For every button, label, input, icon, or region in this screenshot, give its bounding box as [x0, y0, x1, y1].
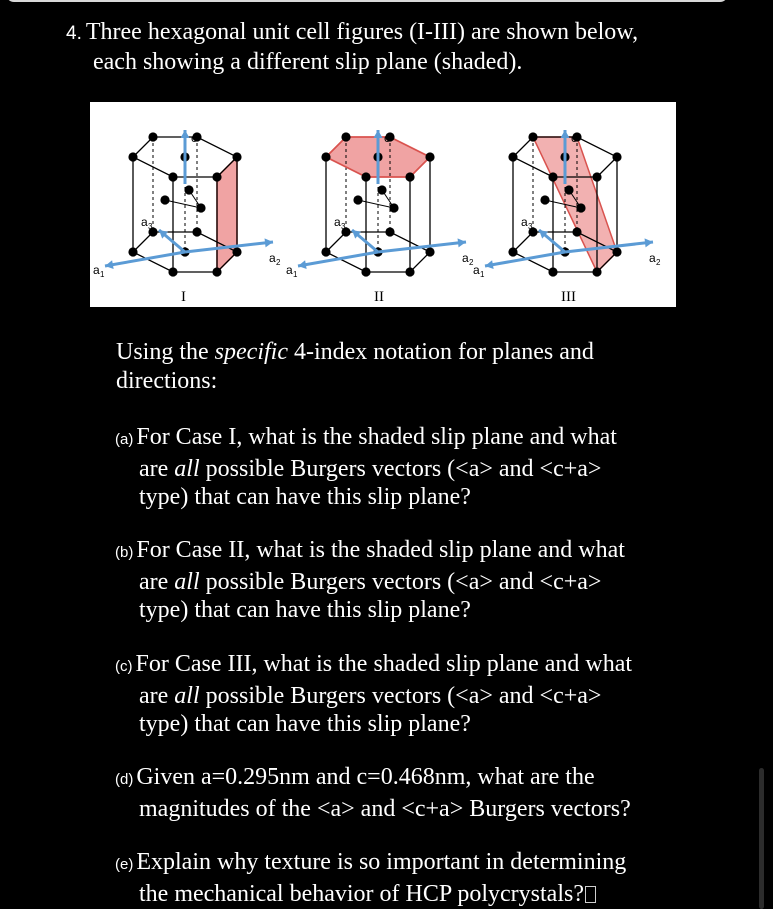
cell-1-bottom-atom [128, 247, 137, 256]
cell-1-top-atom [128, 152, 137, 161]
cell-3-top-atom [548, 172, 557, 181]
question-title-line2: each showing a different slip plane (shaded). [93, 49, 523, 75]
missing-glyph-box-icon [585, 886, 596, 903]
cell-1-c-axis-label: c [191, 131, 197, 145]
cell-2-mid-atom [353, 195, 362, 204]
cell-1-label: I [181, 289, 186, 305]
cell-1-bottom-atom [232, 247, 241, 256]
cell-3-mid-atom [540, 195, 549, 204]
cell-3-label: III [561, 289, 576, 305]
instructions [116, 338, 676, 396]
cell-3-top-atom [592, 172, 601, 181]
cell-3-a3-label: a [521, 215, 528, 229]
intro-line2: directions: [116, 368, 218, 394]
cell-1-bottom-atom [192, 227, 201, 236]
part-b-line1: For Case II, what is the shaded slip plane and what [136, 537, 625, 563]
cell-1-a2-label-subscript: 2 [276, 258, 281, 267]
part-c-line2-after: possible Burgers vectors (<a> and <c+a> [199, 682, 602, 709]
cell-2-top-atom [425, 152, 434, 161]
part-b-line2-before: are [139, 568, 175, 595]
part-c [115, 650, 735, 739]
cell-1-a2-axis-arrow-head [265, 238, 273, 247]
cell-2-a1-label: a [286, 263, 293, 277]
part-e-mark: (e) [115, 856, 134, 873]
cell-1-a3-label-subscript: 3 [148, 222, 153, 231]
cell-1-top-atom [148, 132, 157, 141]
cell-3-a1-label: a [473, 263, 480, 277]
cell-2-top-atom [321, 152, 330, 161]
part-c-mark: (c) [115, 658, 133, 675]
cell-1-c-axis-arrow-head [181, 130, 190, 138]
part-c-line2-before: are [139, 682, 175, 709]
part-d-mark: (d) [115, 771, 134, 788]
question-title [66, 18, 706, 77]
part-a-line2-after: possible Burgers vectors (<a> and <c+a> [199, 455, 602, 482]
cell-1-mid-atom [196, 203, 205, 212]
cell-3-top-atom [612, 152, 621, 161]
part-e-line2: the mechanical behavior of HCP polycrystals? [139, 880, 584, 907]
cell-3-a3-label-subscript: 3 [528, 222, 533, 231]
cell-3-bottom-atom [548, 267, 557, 276]
cell-1-top-atom [232, 152, 241, 161]
cell-2-top-atom [361, 172, 370, 181]
cell-2-bottom-atom [321, 247, 330, 256]
part-d-line2: magnitudes of the <a> and <c+a> Burgers vectors? [139, 795, 631, 822]
part-a-line3: type) that can have this slip plane? [139, 484, 471, 510]
intro-before: Using the [116, 339, 215, 365]
cell-1-mid-atom [160, 195, 169, 204]
cell-3-bottom-atom [572, 227, 581, 236]
cell-3-bottom-atom [592, 267, 601, 276]
cell-2-top-atom [341, 132, 350, 141]
cell-3-top-atom [508, 152, 517, 161]
part-c-line3: type) that can have this slip plane? [139, 711, 471, 737]
cell-2-c-axis-label: c [384, 131, 390, 145]
part-d [115, 763, 735, 823]
cell-2-a1-label-subscript: 1 [293, 270, 298, 279]
question-number: 4. [66, 23, 82, 44]
cell-2-a2-axis-arrow-head [458, 238, 466, 247]
cell-1-top-atom [212, 172, 221, 181]
cell-2-c-axis-arrow-head [374, 130, 383, 138]
unit-cells-svg [90, 102, 676, 307]
intro-after: 4-index notation for planes and [287, 339, 594, 365]
cell-1-top-atom [168, 172, 177, 181]
cell-1-a3-label: a [141, 215, 148, 229]
part-a-line2-before: are [139, 455, 175, 482]
cell-1-mid-atom [184, 185, 193, 194]
cell-3-c-axis-arrow-head [561, 130, 570, 138]
cell-3-top-atom [528, 132, 537, 141]
cell-3-a2-label: a [649, 251, 656, 265]
cell-3-mid-atom [576, 203, 585, 212]
part-b-line3: type) that can have this slip plane? [139, 597, 471, 623]
cell-2-bottom-atom [425, 247, 434, 256]
intro-emphasis: specific [214, 339, 288, 365]
cell-1-mid-bond [165, 200, 201, 208]
cell-2-a2-axis-arrow [378, 242, 466, 252]
part-a [115, 423, 735, 512]
part-b [115, 536, 735, 625]
cell-2-mid-atom [389, 203, 398, 212]
scrollbar[interactable] [759, 768, 764, 909]
part-d-line1: Given a=0.295nm and c=0.468nm, what are the [136, 764, 595, 790]
cell-2-bottom-atom [385, 227, 394, 236]
cell-2-a2-label-subscript: 2 [469, 258, 474, 267]
cell-2-top-atom [405, 172, 414, 181]
part-b-line2-emphasis: all [174, 568, 200, 595]
part-c-line1: For Case III, what is the shaded slip plane and what [135, 651, 633, 677]
cell-2-bottom-atom [361, 267, 370, 276]
cell-3-a2-label-subscript: 2 [656, 258, 661, 267]
part-c-line2-emphasis: all [174, 682, 200, 709]
cell-1-bottom-atom [168, 267, 177, 276]
cell-3-mid-atom [564, 185, 573, 194]
cell-1-a2-label: a [269, 251, 276, 265]
hexagonal-unit-cells-figure [90, 102, 676, 307]
part-b-mark: (b) [115, 544, 134, 561]
cell-2-bottom-atom [405, 267, 414, 276]
cell-3-bottom-atom [612, 247, 621, 256]
part-a-mark: (a) [115, 431, 134, 448]
cell-2-mid-bond [358, 200, 394, 208]
cell-1-a1-label: a [93, 263, 100, 277]
cell-1-a1-label-subscript: 1 [100, 270, 105, 279]
cell-2-a3-label: a [334, 215, 341, 229]
cell-3-a1-label-subscript: 1 [480, 270, 485, 279]
part-e-line1: Explain why texture is so important in determining [136, 849, 627, 875]
part-a-line1: For Case I, what is the shaded slip plane and what [136, 424, 617, 450]
cell-3-bottom-atom [508, 247, 517, 256]
cell-1-bottom-atom [212, 267, 221, 276]
top-frame-border [6, 0, 728, 2]
cell-3-a2-axis-arrow-head [645, 238, 653, 247]
cell-3-c-axis-label: c [571, 131, 577, 145]
cell-2-a3-label-subscript: 3 [341, 222, 346, 231]
cell-2-a2-label: a [462, 251, 469, 265]
part-b-line2-after: possible Burgers vectors (<a> and <c+a> [199, 568, 602, 595]
part-e [115, 848, 735, 908]
question-title-line1: Three hexagonal unit cell figures (I-III) are shown below, [85, 19, 639, 45]
cell-2-label: II [374, 289, 384, 305]
cell-2-mid-atom [377, 185, 386, 194]
part-a-line2-emphasis: all [174, 455, 200, 482]
